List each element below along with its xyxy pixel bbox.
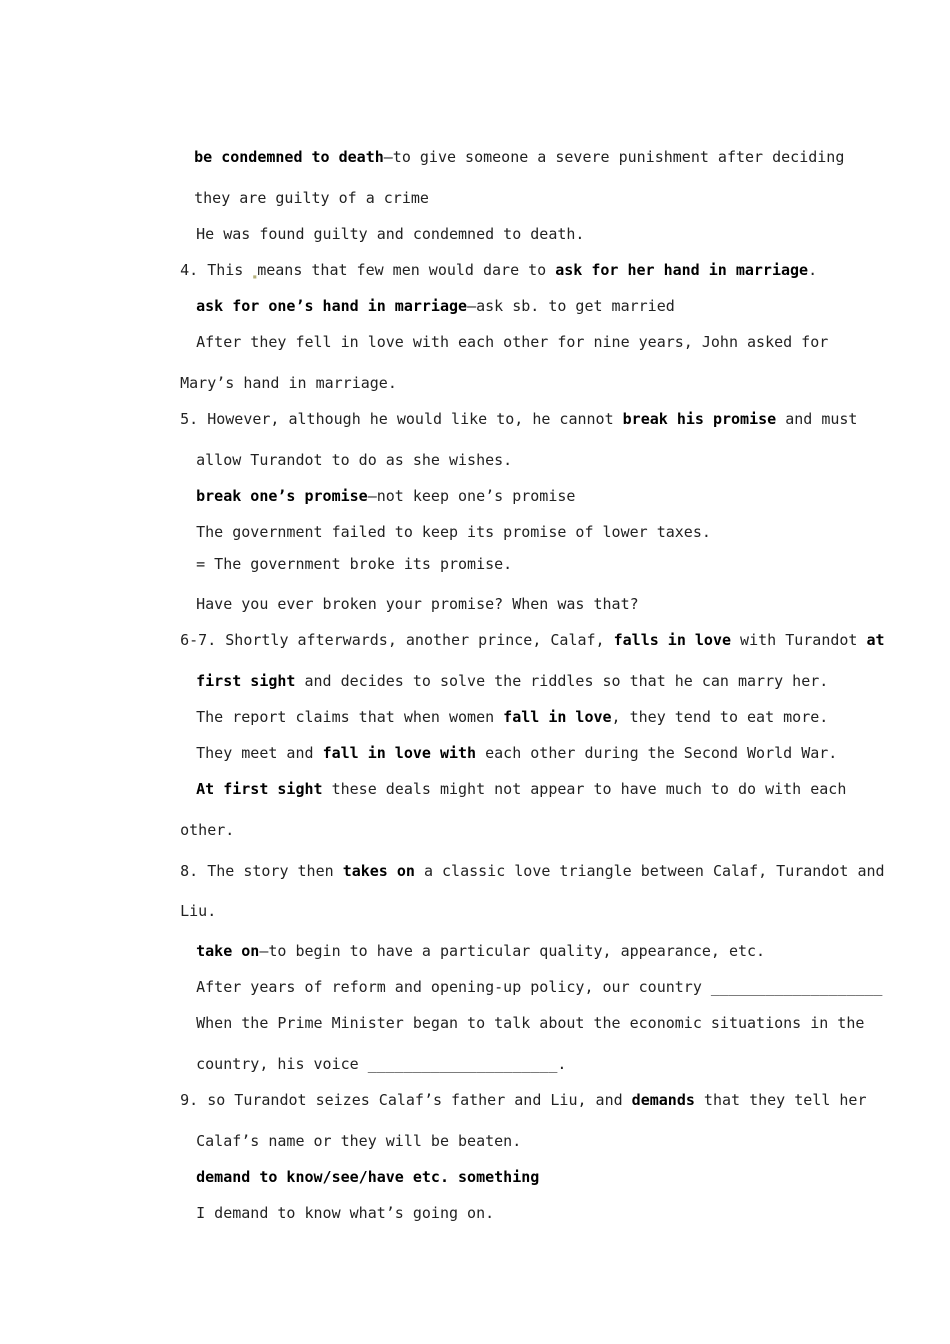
bold-term: break one’s promise [196, 487, 368, 505]
bold-term: takes on [342, 862, 415, 880]
text-segment: Calaf’s name or they will be beaten. [196, 1132, 522, 1150]
text-segment: each other during the Second World War. [476, 744, 838, 762]
text-segment: and decides to solve the riddles so that he can marry her. [295, 672, 829, 690]
text-segment: After years of reform and opening-up policy, our country ___________________ [196, 978, 883, 996]
bold-term: demands [631, 1091, 695, 1109]
text-segment: with Turandot [731, 631, 867, 649]
text-segment: —ask sb. to get married [467, 297, 675, 315]
text-segment: —to give someone a severe punishment after deciding [383, 148, 845, 166]
text-line [160, 1183, 494, 1243]
text-segment: The report claims that when women [196, 708, 504, 726]
text-segment: —not keep one’s promise [367, 487, 576, 505]
text-segment: Have you ever broken your promise? When was that? [196, 595, 639, 613]
text-segment: They meet and [196, 744, 323, 762]
text-segment: that they tell her [694, 1091, 867, 1109]
text-line [144, 841, 885, 901]
text-segment: After they fell in love with each other for nine years, John asked for [196, 333, 829, 351]
text-segment: 8. The story then [180, 862, 343, 880]
bold-term: at [866, 631, 885, 649]
editor-mark: ▪ [252, 272, 258, 281]
text-segment: Liu. [180, 902, 217, 920]
bold-term: fall in love with [322, 744, 477, 762]
text-line [160, 759, 847, 819]
text-segment: Mary’s hand in marriage. [180, 374, 397, 392]
text-segment: other. [180, 821, 235, 839]
text-segment: He was found guilty and condemned to death. [196, 225, 585, 243]
bold-term: demand to know/see/have etc. something [196, 1168, 540, 1186]
text-segment: allow Turandot to do as she wishes. [196, 451, 513, 469]
text-segment: The government failed to keep its promise of lower taxes. [196, 523, 711, 541]
text-segment: , they tend to eat more. [611, 708, 829, 726]
bold-term: break his promise [622, 410, 777, 428]
bold-term: At first sight [196, 780, 323, 798]
text-segment: = The government broke its promise. [196, 555, 513, 573]
text-segment: I demand to know what’s going on. [196, 1204, 495, 1222]
text-segment: —to begin to have a particular quality, appearance, etc. [259, 942, 766, 960]
text-segment: 4. This [180, 261, 253, 279]
text-segment: means that few men would dare to [257, 261, 556, 279]
text-segment: 6-7. Shortly afterwards, another prince, Calaf, [180, 631, 614, 649]
bold-term: fall in love [503, 708, 612, 726]
text-segment: and must [776, 410, 858, 428]
text-segment: 9. so Turandot seizes Calaf’s father and Liu, and [180, 1091, 632, 1109]
text-segment: they are guilty of a crime [194, 189, 429, 207]
text-segment: these deals might not appear to have much to do with each [322, 780, 847, 798]
bold-term: first sight [196, 672, 296, 690]
text-segment: country, his voice _____________________. [196, 1055, 567, 1073]
bold-term: be condemned to death [194, 148, 384, 166]
bold-term: take on [196, 942, 260, 960]
text-segment: 5. However, although he would like to, he cannot [180, 410, 623, 428]
text-segment: a classic love triangle between Calaf, Turandot and [414, 862, 885, 880]
bold-term: falls in love [613, 631, 732, 649]
bold-term: ask for one’s hand in marriage [196, 297, 468, 315]
text-segment: When the Prime Minister began to talk about the economic situations in the [196, 1014, 865, 1032]
text-segment: . [808, 261, 818, 279]
bold-term: ask for her hand in marriage [555, 261, 809, 279]
